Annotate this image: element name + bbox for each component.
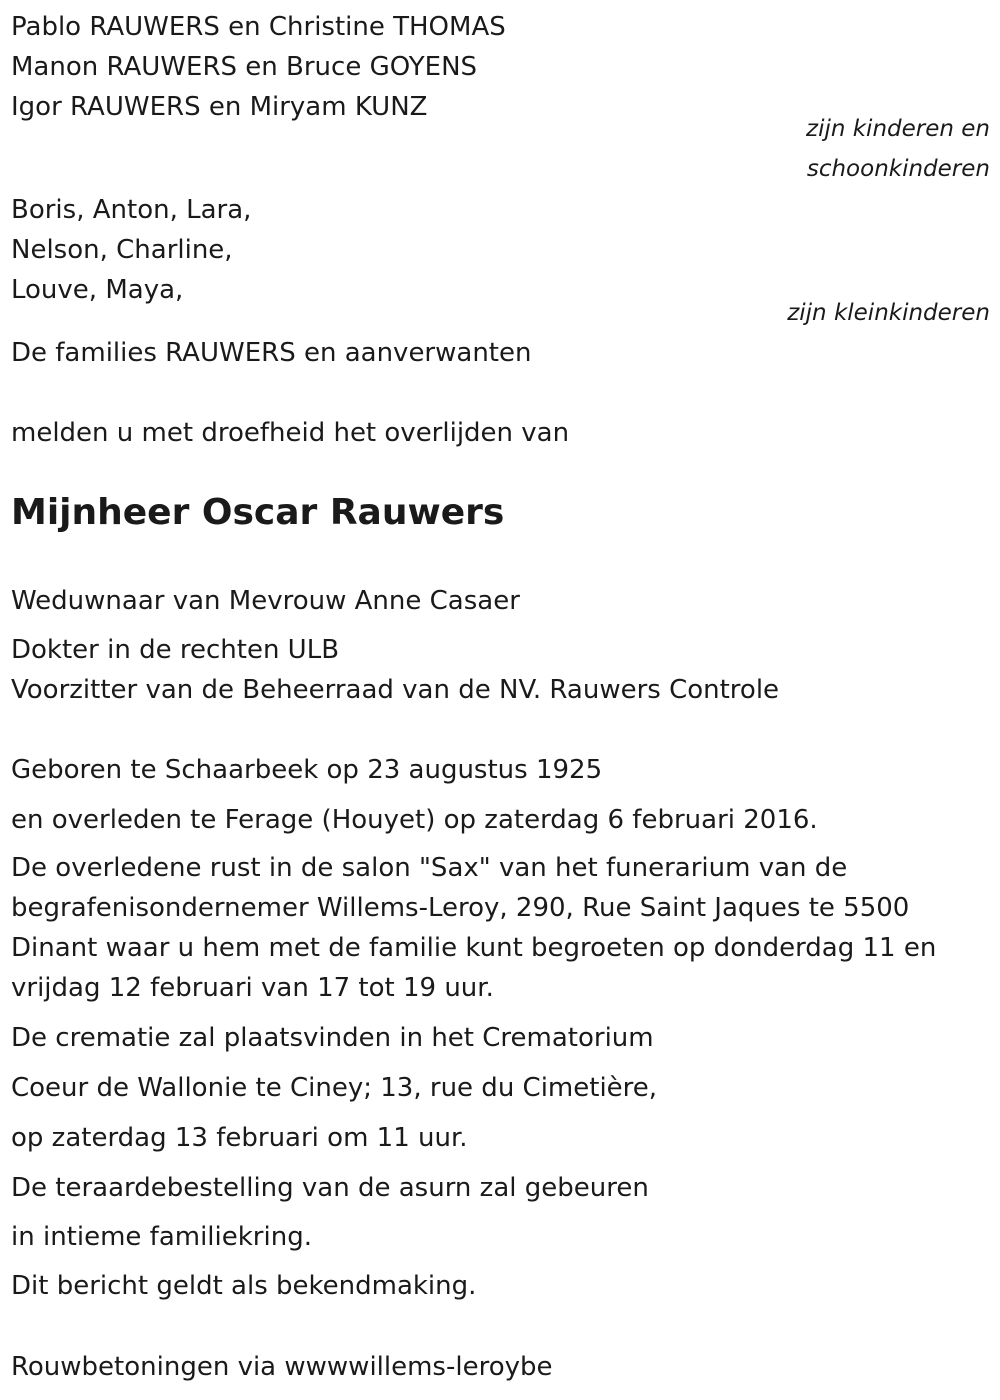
announce-line: melden u met droefheid het overlijden van xyxy=(11,418,570,448)
grandchildren-line-3: Louve, Maya, xyxy=(11,275,184,305)
grandchildren-role: zijn kleinkinderen xyxy=(787,300,990,326)
notice-line: Dit bericht geldt als bekendmaking. xyxy=(11,1271,477,1301)
urn-line-2: in intieme familiekring. xyxy=(11,1222,312,1252)
children-line-1: Pablo RAUWERS en Christine THOMAS xyxy=(11,12,506,42)
children-role-line-1: zijn kinderen en xyxy=(806,116,990,142)
cremation-line-2: Coeur de Wallonie te Ciney; 13, rue du Cimetière, xyxy=(11,1073,658,1103)
title-line-2: Voorzitter van de Beheerraad van de NV. Rauwers Controle xyxy=(11,675,780,705)
title-line-1: Dokter in de rechten ULB xyxy=(11,635,340,665)
children-line-2: Manon RAUWERS en Bruce GOYENS xyxy=(11,52,478,82)
condolences-line: Rouwbetoningen via wwwwillems-leroybe xyxy=(11,1352,553,1382)
grandchildren-line-2: Nelson, Charline, xyxy=(11,235,233,265)
deceased-name: Mijnheer Oscar Rauwers xyxy=(11,492,505,533)
born-line: Geboren te Schaarbeek op 23 augustus 1925 xyxy=(11,755,603,785)
died-line: en overleden te Ferage (Houyet) op zaterdag 6 februari 2016. xyxy=(11,805,818,835)
rest-paragraph: De overledene rust in de salon "Sax" van het funerarium van de begrafenisondernemer Willems-Leroy, 290, Rue Saint Jaques te 5500 Dinant waar u hem met de familie kunt begroeten op donderdag 11 en vrijdag 12 februari van 17 tot 19 uur. xyxy=(11,853,937,1003)
grandchildren-line-1: Boris, Anton, Lara, xyxy=(11,195,252,225)
cremation-line-1: De crematie zal plaatsvinden in het Crematorium xyxy=(11,1023,654,1053)
families-line: De families RAUWERS en aanverwanten xyxy=(11,338,532,368)
children-line-3: Igor RAUWERS en Miryam KUNZ xyxy=(11,92,428,122)
widower-line: Weduwnaar van Mevrouw Anne Casaer xyxy=(11,586,520,616)
urn-line-1: De teraardebestelling van de asurn zal gebeuren xyxy=(11,1173,649,1203)
children-role-line-2: schoonkinderen xyxy=(806,156,990,182)
cremation-line-3: op zaterdag 13 februari om 11 uur. xyxy=(11,1123,468,1153)
